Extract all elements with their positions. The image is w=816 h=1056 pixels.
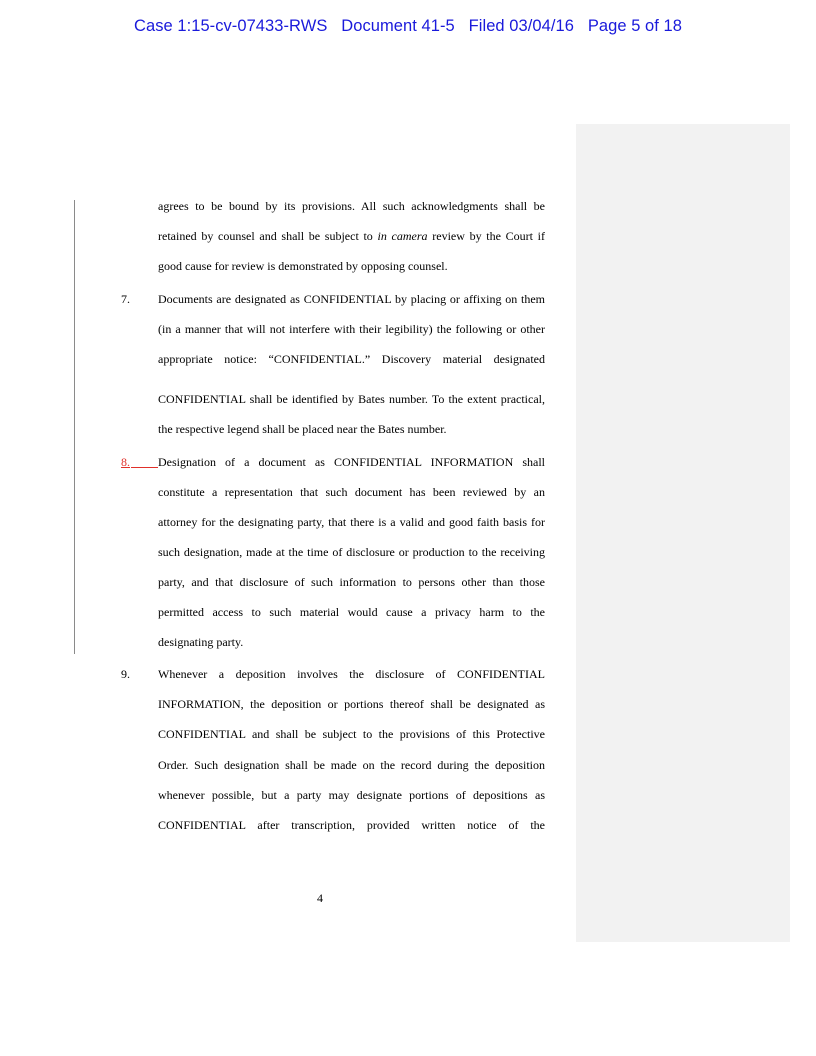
paragraph-9-line-4: Order. Such designation shall be made on the record during the deposition [158, 758, 545, 772]
paragraph-7-line-2: (in a manner that will not interfere with their legibility) the following or other [158, 322, 545, 336]
paragraph-9-line-6: CONFIDENTIAL after transcription, provided written notice of the [158, 818, 545, 832]
paragraph-7-line-1: Documents are designated as CONFIDENTIAL by placing or affixing on them [158, 292, 545, 306]
continuation-line-2 [158, 228, 545, 244]
paragraph-9-line-5: whenever possible, but a party may designate portions of depositions as [158, 788, 545, 802]
paragraph-8-line-5: party, and that disclosure of such information to persons other than those [158, 575, 545, 589]
paragraph-8-line-7: designating party. [158, 635, 244, 649]
continuation-line-2-rest: review by the Court if [427, 229, 545, 243]
paragraph-9-line-1: Whenever a deposition involves the disclosure of CONFIDENTIAL [158, 667, 545, 681]
in-camera-italic: in camera [377, 229, 428, 243]
paragraph-8-line-3: attorney for the designating party, that there is a valid and good faith basis for [158, 515, 545, 529]
paragraph-8-line-2: constitute a representation that such document has been reviewed by an [158, 485, 545, 499]
paragraph-8-number: 8. [121, 455, 130, 469]
continuation-line-1: agrees to be bound by its provisions. All such acknowledgments shall be [158, 199, 545, 213]
change-bar [74, 200, 75, 654]
paragraph-8-line-4: such designation, made at the time of disclosure or production to the receiving [158, 545, 545, 559]
paragraph-9-line-3: CONFIDENTIAL and shall be subject to the provisions of this Protective [158, 727, 545, 741]
case-header: Case 1:15-cv-07433-RWS Document 41-5 Filed 03/04/16 Page 5 of 18 [134, 17, 682, 35]
page-number [0, 891, 640, 906]
paragraph-8-line-1: Designation of a document as CONFIDENTIAL INFORMATION shall [158, 455, 545, 469]
page-number-text: 4 [317, 891, 323, 905]
paragraph-8-line-6: permitted access to such material would cause a privacy harm to the [158, 605, 545, 619]
paragraph-9-number: 9. [121, 667, 130, 681]
paragraph-7-number: 7. [121, 292, 130, 306]
paragraph-7-line-4: CONFIDENTIAL shall be identified by Bates number. To the extent practical, [158, 392, 545, 406]
continuation-line-3: good cause for review is demonstrated by opposing counsel. [158, 259, 448, 273]
inserted-underline [131, 467, 158, 468]
paragraph-7-line-3: appropriate notice: “CONFIDENTIAL.” Discovery material designated [158, 352, 545, 366]
comment-pane [576, 124, 790, 942]
paragraph-9-line-2: INFORMATION, the deposition or portions thereof shall be designated as [158, 697, 545, 711]
paragraph-7-line-5: the respective legend shall be placed near the Bates number. [158, 422, 447, 436]
continuation-line-2-start: retained by counsel and shall be subject to [158, 229, 378, 243]
